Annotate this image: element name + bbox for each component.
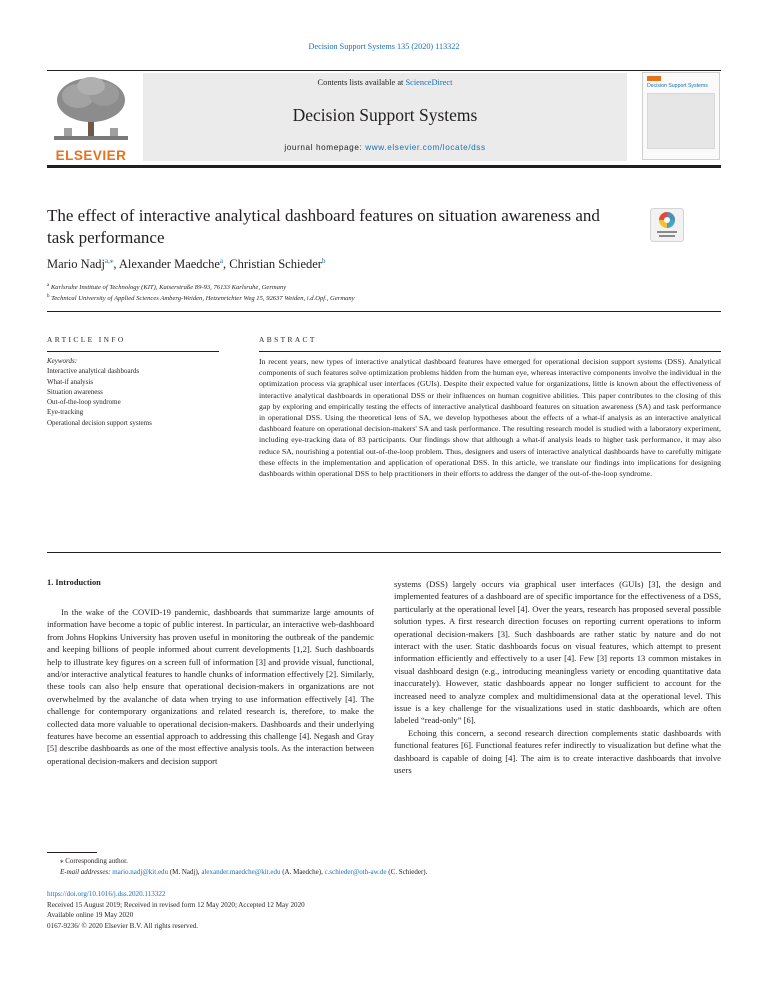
author-list — [47, 257, 325, 272]
email-link[interactable]: c.schieder@oth-aw.de — [324, 867, 387, 876]
keywords-label: Keywords: — [47, 357, 78, 365]
abstract-heading: ABSTRACT — [259, 335, 317, 344]
homepage-line — [143, 143, 627, 152]
email-line — [60, 867, 720, 878]
keyword-item: Operational decision support systems — [47, 418, 152, 427]
body-paragraph: Echoing this concern, a second research direction complements static dashboards with functional features [6]. Functional features refer indirectly to visualization but define what the dashboard is capable of doing [4]. The aim is to create interactive dashboards that involve users — [394, 727, 721, 776]
homepage-prefix: journal homepage: — [284, 143, 366, 152]
body-column-right — [394, 578, 721, 777]
author-marker[interactable]: a,⁎ — [104, 257, 114, 265]
author-name[interactable]: Alexander Maedche — [118, 257, 220, 272]
author-marker[interactable]: b — [321, 257, 326, 265]
cover-title: Decision Support Systems — [647, 83, 708, 89]
copyright: 0167-9236/ © 2020 Elsevier B.V. All rights reserved. — [47, 921, 199, 930]
contents-line — [143, 78, 627, 87]
email-owner: (M. Nadj), — [168, 867, 202, 876]
footnotes — [60, 856, 720, 877]
affiliation-text: Technical University of Applied Sciences Amberg-Weiden, Hetzenrichter Weg 15, 92637 Weiden, i.d.Opf., Germany — [51, 295, 355, 303]
sciencedirect-link[interactable]: ScienceDirect — [405, 78, 453, 87]
body-column-left — [47, 606, 374, 767]
email-link[interactable]: mario.nadj@kit.edu — [112, 867, 169, 876]
check-updates-icon — [650, 208, 684, 242]
author-name[interactable]: Mario Nadj — [47, 257, 105, 272]
section-divider — [47, 311, 721, 312]
abstract-bottom-rule — [47, 552, 721, 553]
email-owner: (C. Schieder). — [386, 867, 428, 876]
masthead-top-rule — [47, 70, 721, 71]
keywords-rule — [47, 351, 219, 352]
introduction-heading: 1. Introduction — [47, 578, 101, 587]
keyword-item: Eye-tracking — [47, 408, 84, 417]
homepage-link[interactable]: www.elsevier.com/locate/dss — [365, 143, 486, 152]
check-for-updates-badge[interactable] — [650, 208, 684, 242]
keyword-item: Out-of-the-loop syndrome — [47, 398, 121, 407]
doi-link[interactable]: https://doi.org/10.1016/j.dss.2020.113322 — [47, 890, 166, 898]
affiliation — [47, 283, 286, 291]
article-title: The effect of interactive analytical dashboard features on situation awareness and task performance — [47, 206, 600, 247]
keywords-block — [47, 356, 227, 428]
abstract-text: In recent years, new types of interactive analytical dashboard features have emerged for operational decision support systems (DSS). Analytical components of such features solve optimization problems hidden from the human eye, whereas interactive components involve the individual in the optimization process via graphical user interfaces (GUIs). Despite their expected value for organizations, little is known about the effectiveness of interactive analytical dashboards in operational DSS or their influences on human cognitive abilities. This paper contributes to the closing of this gap by exploring and empirically testing the effects of interactive analytical dashboard features on situation awareness (SA) and task performance in operational DSS. Using the theoretical lens of SA, we develop hypotheses about the effects of a what-if analysis as an interactive analytical dashboard feature on operational decision-makers' SA and task performance. The resulting research model is studied with a laboratory experiment, including eye-tracking data of 83 participants. Our findings show that although a what-if analysis leads to higher task performance, it may also reduce SA, nourishing a potential out-of-the-loop problem. Thus, designers and users of interactive analytical dashboards have to carefully mitigate these effects in the implementation and application of operational DSS. In this article, we translate our findings into implications for designing dashboards within operational DSS to help practitioners in their efforts to address the danger of the out-of-the-loop syndrome. — [259, 357, 721, 479]
article-info-heading: ARTICLE INFO — [47, 335, 126, 344]
body-paragraph: systems (DSS) largely occurs via graphical user interfaces (GUIs) [3], the design and implemented features of a dashboard are of specific importance for the effectiveness of a DSS, particularly at the operational level [4]. Over the years, research has proposed several possible solution types. A first research direction focuses on reporting current operations to inform operational decision-makers [3]. Such dashboards are rather static by nature and do not interact with the user. Static dashboards focus on visual features, which attempt to present information efficiently and effectively to a user [4]. Few [3] reports 13 common mistakes in visual dashboard design (e.g., introducing meaningless variety or encoding quantitative data inaccurately). However, static dashboards appear no longer sufficient to account for the increased need to analyze complex and multidimensional data at the operational level. This issue is a key challenge for the visualizations used in static dashboards, which are often labeled “read-only” [6]. — [394, 579, 721, 726]
affiliation-marker: a — [47, 283, 50, 288]
footnote-rule — [47, 852, 97, 853]
abstract-rule — [259, 351, 721, 352]
cover-accent-band — [647, 76, 661, 81]
author-marker[interactable]: a — [219, 257, 224, 265]
article-metadata — [47, 889, 547, 931]
keyword-item: Situation awareness — [47, 387, 103, 396]
affiliation-marker: b — [47, 294, 50, 299]
affiliation-text: Karlsruhe Institute of Technology (KIT), Kaiserstraße 89-93, 76133 Karlsruhe, Germany — [50, 284, 287, 292]
body-paragraph: In the wake of the COVID-19 pandemic, dashboards that summarize large amounts of information have become a topic of public interest. In particular, an interactive web-dashboard from Johns Hopkins University has proven useful in monitoring the outbreak of the pandemic and keeping billions of people informed about current developments [1,2]. Such dashboards help to illustrate key figures on a screen full of information [3] and provide visual, functional, and/or interactive analytical features to handle chunks of information effectively [2]. Similarly, these tools can also help ensure that operational decision-makers in organizations are not overwhelmed by the avalanche of data when trying to use information effectively [4]. The challenge for contemporary organizations and related research is, therefore, to make the collected data more valuable to operational decision-makers. Dashboards and their underlying features have become an essential approach to addressing this challenge [4]. Negash and Gray [5] describe dashboards as one of the most effective analysis tools. As the interaction between operational decision-makers and decision support — [47, 607, 374, 766]
contents-prefix: Contents lists available at — [317, 78, 406, 87]
journal-reference[interactable]: Decision Support Systems 135 (2020) 113322 — [308, 42, 460, 51]
cover-artwork — [647, 93, 715, 149]
email-label: E-mail addresses: — [60, 867, 113, 876]
author-separator: , — [113, 257, 119, 272]
keyword-item: What-if analysis — [47, 377, 94, 386]
author-name[interactable]: Christian Schieder — [229, 257, 322, 272]
elsevier-wordmark: ELSEVIER — [55, 148, 127, 163]
keyword-item: Interactive analytical dashboards — [47, 367, 140, 376]
masthead-bottom-rule — [47, 165, 721, 168]
author-separator: , — [223, 257, 230, 272]
journal-cover-thumbnail[interactable] — [642, 72, 720, 160]
affiliation — [47, 294, 355, 302]
article-history: Received 15 August 2019; Received in revised form 12 May 2020; Accepted 12 May 2020 — [47, 900, 305, 909]
journal-name: Decision Support Systems — [292, 105, 478, 125]
available-online: Available online 19 May 2020 — [47, 911, 134, 920]
email-owner: (A. Maedche), — [280, 867, 325, 876]
email-link[interactable]: alexander.maedche@kit.edu — [201, 867, 281, 876]
corresponding-author-note: ⁎ Corresponding author. — [60, 857, 128, 865]
